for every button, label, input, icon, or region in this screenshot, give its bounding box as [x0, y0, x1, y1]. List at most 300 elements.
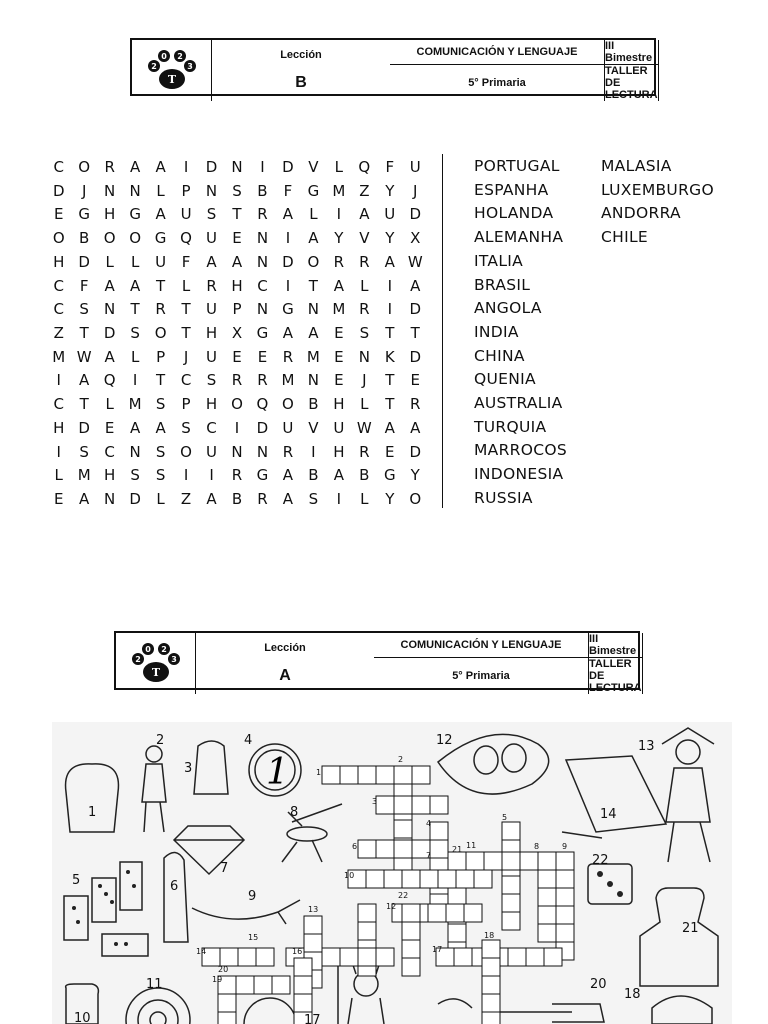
crossword-cell[interactable] — [502, 822, 520, 840]
grid-letter: G — [129, 205, 141, 224]
grid-letter: F — [385, 157, 395, 176]
picture-number: 10 — [74, 1011, 91, 1024]
crossword-cell[interactable] — [484, 852, 502, 870]
svg-text:2: 2 — [134, 654, 141, 664]
grid-letter: B — [257, 181, 268, 200]
svg-text:2: 2 — [150, 61, 157, 71]
grid-letter: A — [359, 205, 370, 224]
crossword-cell[interactable] — [384, 870, 402, 888]
crossword-cell[interactable] — [402, 940, 420, 958]
word-list-item: BRASIL — [474, 275, 531, 294]
grid-letter: Q — [358, 157, 371, 176]
picture-number: 5 — [72, 873, 81, 888]
lesson-header-a — [114, 631, 642, 694]
grid-letter: A — [79, 490, 90, 509]
crossword-cell[interactable] — [430, 840, 448, 858]
word-list-item: CHILE — [601, 228, 648, 247]
crossword-cell[interactable] — [402, 904, 420, 922]
crossword-cell[interactable] — [538, 870, 556, 888]
grid-letter: A — [384, 252, 395, 271]
crossword-cell[interactable] — [474, 870, 492, 888]
grid-letter: T — [130, 300, 140, 319]
word-list-item: AUSTRALIA — [474, 394, 563, 413]
crossword-cell[interactable] — [448, 924, 466, 942]
crossword-cell[interactable] — [394, 796, 412, 814]
crossword-cell[interactable] — [236, 976, 254, 994]
grid-letter: U — [333, 418, 345, 437]
crossword-cell[interactable] — [272, 976, 290, 994]
dartboard-icon — [126, 988, 190, 1024]
picture-number: 12 — [436, 733, 453, 748]
svg-text:T: T — [151, 665, 160, 679]
crossword-cell[interactable] — [538, 888, 556, 906]
crossword-cell[interactable] — [412, 766, 430, 784]
grid-letter: L — [360, 276, 369, 295]
crossword-cell[interactable] — [430, 822, 448, 840]
crossword-clue-number: 19 — [212, 975, 223, 984]
grid-letter: N — [104, 181, 116, 200]
word-list-item: ALEMANHA — [474, 228, 564, 247]
coin-numeral: 1 — [266, 752, 289, 793]
word-list-column-1 — [474, 155, 567, 511]
picture-number: 9 — [248, 889, 257, 904]
grid-letter: Y — [385, 490, 395, 509]
grid-letter: B — [359, 466, 370, 485]
grid-letter: D — [78, 418, 90, 437]
crossword-cell[interactable] — [508, 948, 526, 966]
workshop-cell: TALLER DE LECTURA — [605, 65, 658, 101]
crossword-cell[interactable] — [502, 912, 520, 930]
grid-letter: R — [410, 395, 421, 414]
crossword-cell[interactable] — [520, 852, 538, 870]
finger-icon — [164, 852, 188, 942]
grid-letter: U — [206, 300, 218, 319]
crossword-cell[interactable] — [538, 906, 556, 924]
grid-letter: R — [257, 371, 268, 390]
crossword-clue-number: 1 — [316, 768, 322, 777]
grid-letter: L — [130, 347, 140, 366]
grid-letter: L — [360, 490, 369, 509]
grid-letter: A — [104, 347, 115, 366]
crossword-cell[interactable] — [218, 994, 236, 1012]
crossword-cell[interactable] — [220, 948, 238, 966]
grid-letter: S — [79, 442, 89, 461]
grid-letter: E — [53, 205, 64, 224]
crossword-cell[interactable] — [526, 948, 544, 966]
grid-letter: I — [260, 157, 265, 176]
svg-text:3: 3 — [170, 654, 177, 664]
grid-letter: Y — [334, 229, 344, 248]
grid-letter: O — [307, 252, 320, 271]
sword-icon — [192, 900, 300, 924]
grid-letter: M — [128, 395, 142, 414]
grid-letter: R — [282, 347, 294, 366]
helmet-icon — [652, 996, 712, 1024]
grid-letter: O — [103, 229, 116, 248]
lesson-letter: B — [295, 74, 307, 92]
crossword-cell[interactable] — [502, 894, 520, 912]
crossword-cell[interactable] — [358, 766, 376, 784]
crossword-cell[interactable] — [556, 924, 574, 942]
paw-logo-icon — [142, 46, 202, 96]
crossword-clue-number: 6 — [352, 842, 358, 851]
bread-icon — [66, 764, 119, 832]
grid-letter: A — [333, 276, 344, 295]
grid-letter: Y — [385, 229, 395, 248]
crossword-cell[interactable] — [544, 948, 562, 966]
crossword-clue-number: 3 — [372, 797, 378, 806]
grid-letter: H — [104, 466, 116, 485]
crossword-cell[interactable] — [254, 976, 272, 994]
grid-letter: F — [181, 252, 191, 271]
grid-letter: C — [206, 418, 217, 437]
crossword-cell[interactable] — [464, 904, 482, 922]
crossword-cell[interactable] — [466, 852, 484, 870]
grid-letter: I — [285, 229, 291, 248]
grid-letter: D — [409, 300, 422, 319]
grid-letter: R — [257, 205, 268, 224]
grid-letter: H — [231, 276, 243, 295]
crossword-cell[interactable] — [556, 870, 574, 888]
grid-letter: F — [79, 276, 89, 295]
crossword-clue-number: 12 — [386, 902, 397, 911]
grid-letter: P — [181, 181, 191, 200]
crossword-cell[interactable] — [482, 958, 500, 976]
word-list-item: ANDORRA — [601, 204, 681, 223]
crossword-clue-number: 22 — [398, 891, 409, 900]
word-list-item: ANGOLA — [474, 299, 542, 318]
grid-letter: L — [130, 252, 140, 271]
disc-icon — [438, 999, 472, 1008]
grid-letter: E — [334, 347, 344, 366]
word-search-grid — [46, 155, 428, 511]
grid-letter: J — [362, 371, 367, 390]
word-list-item: ESPANHA — [474, 180, 549, 199]
crossword-clue-number: 5 — [502, 813, 508, 822]
crossword-cell[interactable] — [446, 904, 464, 922]
grid-letter: A — [129, 276, 141, 295]
crossword-cell[interactable] — [412, 796, 430, 814]
grid-letter: A — [384, 418, 395, 437]
grid-letter: T — [308, 276, 318, 295]
picture-crossword — [52, 722, 732, 1024]
grid-letter: A — [155, 418, 166, 437]
grid-letter: R — [206, 276, 217, 295]
grid-letter: Z — [180, 490, 192, 509]
grid-letter: S — [130, 323, 140, 342]
grid-letter: H — [333, 395, 345, 414]
crossword-cell[interactable] — [358, 904, 376, 922]
crossword-cell[interactable] — [358, 922, 376, 940]
grid-letter: V — [359, 229, 370, 248]
crossword-cell[interactable] — [366, 870, 384, 888]
crossword-clue-number: 7 — [426, 851, 432, 860]
grid-letter: A — [282, 466, 294, 485]
grid-letter: O — [52, 229, 65, 248]
grid-letter: U — [206, 347, 218, 366]
word-list-item: PORTUGAL — [474, 157, 560, 175]
grid-letter: R — [155, 300, 166, 319]
grid-letter: H — [205, 323, 218, 342]
subject-cell: COMUNICACIÓN Y LENGUAJE — [390, 40, 605, 65]
grid-letter: W — [407, 252, 423, 271]
grid-letter: M — [332, 300, 346, 319]
grid-letter: Y — [385, 181, 395, 200]
grid-letter: I — [285, 276, 291, 295]
grid-letter: G — [78, 205, 90, 224]
word-list-item: INDIA — [474, 322, 519, 341]
grid-letter: S — [206, 371, 217, 390]
workshop-cell: TALLER DE LECTURA — [589, 658, 642, 694]
crossword-cell[interactable] — [502, 852, 520, 870]
grid-letter: M — [332, 181, 346, 200]
crossword-cell[interactable] — [428, 904, 446, 922]
crossword-clue-number: 16 — [292, 947, 303, 956]
crossword-cell[interactable] — [482, 1012, 500, 1024]
grid-letter: A — [282, 323, 294, 342]
grid-letter: W — [356, 418, 372, 437]
crossword-cell[interactable] — [322, 766, 340, 784]
grid-letter: A — [79, 371, 90, 390]
grid-letter: X — [231, 323, 243, 342]
crossword-cell[interactable] — [454, 948, 472, 966]
yarn-ball-icon — [244, 998, 296, 1024]
grid-letter: D — [256, 418, 269, 437]
grid-letter: P — [156, 347, 166, 366]
grid-letter: A — [308, 229, 319, 248]
grid-letter: A — [206, 252, 217, 271]
crossword-cell[interactable] — [402, 870, 420, 888]
picture-number: 20 — [590, 977, 607, 992]
word-search-divider — [442, 154, 443, 508]
grade-cell: 5° Primaria — [374, 658, 589, 694]
grid-letter: R — [257, 490, 268, 509]
grid-letter: J — [413, 181, 418, 200]
crossword-cell[interactable] — [482, 940, 500, 958]
crossword-cell[interactable] — [448, 888, 466, 906]
apron-icon — [640, 888, 718, 986]
crossword-cell[interactable] — [218, 1012, 236, 1024]
crossword-cell[interactable] — [394, 766, 412, 784]
crossword-cell[interactable] — [456, 870, 474, 888]
svg-text:T: T — [167, 72, 176, 86]
crossword-cell[interactable] — [538, 924, 556, 942]
crossword-cell[interactable] — [420, 870, 438, 888]
grid-letter: B — [231, 490, 243, 509]
picture-number: 8 — [290, 805, 299, 820]
crossword-cell[interactable] — [402, 958, 420, 976]
crossword-clue-number: 17 — [432, 945, 443, 954]
grid-letter: T — [181, 323, 191, 342]
grid-letter: A — [282, 490, 294, 509]
lesson-letter: A — [279, 667, 291, 685]
grid-letter: T — [385, 371, 395, 390]
grid-letter: N — [129, 442, 141, 461]
picture-number: 14 — [600, 807, 617, 822]
grid-letter: A — [155, 157, 166, 176]
grid-letter: O — [180, 442, 192, 461]
svg-text:2: 2 — [160, 644, 167, 654]
crossword-cell[interactable] — [294, 976, 312, 994]
grid-letter: N — [307, 300, 319, 319]
word-list-item: RUSSIA — [474, 488, 533, 507]
crossword-clue-number: 11 — [466, 841, 477, 850]
crossword-clue-number: 2 — [398, 755, 404, 764]
grid-letter: A — [206, 490, 217, 509]
crossword-clue-number: 10 — [344, 871, 355, 880]
grid-letter: N — [104, 300, 116, 319]
grid-letter: N — [358, 347, 370, 366]
grid-letter: Z — [359, 181, 370, 200]
picture-number: 6 — [170, 879, 179, 894]
grid-letter: H — [53, 252, 65, 271]
crossword-cell[interactable] — [402, 922, 420, 940]
grid-letter: O — [78, 157, 91, 176]
grid-letter: S — [308, 490, 319, 509]
lesson-cell — [212, 40, 390, 101]
grid-letter: A — [410, 276, 421, 295]
grid-letter: R — [231, 466, 243, 485]
grid-letter: I — [183, 157, 189, 176]
crossword-clue-number: 8 — [534, 842, 540, 851]
crossword-cell[interactable] — [502, 876, 520, 894]
crossword-cell[interactable] — [482, 994, 500, 1012]
grid-letter: F — [283, 181, 293, 200]
grid-letter: O — [231, 395, 243, 414]
grid-letter: L — [181, 276, 191, 295]
crossword-cell[interactable] — [556, 906, 574, 924]
grid-letter: L — [105, 395, 114, 414]
grid-letter: S — [155, 442, 166, 461]
crossword-cell[interactable] — [556, 888, 574, 906]
crossword-cell[interactable] — [238, 948, 256, 966]
grid-letter: L — [360, 395, 369, 414]
picture-number: 7 — [220, 861, 229, 876]
crossword-cell[interactable] — [448, 852, 466, 870]
grid-letter: L — [309, 205, 318, 224]
crossword-cell[interactable] — [482, 976, 500, 994]
school-logo — [132, 40, 212, 101]
grid-letter: D — [129, 490, 141, 509]
grid-letter: S — [206, 205, 217, 224]
period-cell: III Bimestre — [605, 40, 659, 65]
crossword-cell[interactable] — [340, 766, 358, 784]
grid-letter: I — [311, 442, 316, 461]
grid-letter: K — [384, 347, 395, 366]
crossword-cell[interactable] — [430, 796, 448, 814]
grid-letter: N — [256, 300, 269, 319]
crossword-cell[interactable] — [376, 766, 394, 784]
grid-letter: J — [183, 347, 189, 366]
grid-letter: Y — [410, 466, 420, 485]
word-list-item: MARROCOS — [474, 441, 567, 460]
crossword-cell[interactable] — [556, 852, 574, 870]
grid-letter: R — [231, 371, 243, 390]
crossword-cell[interactable] — [322, 948, 340, 966]
grid-letter: T — [79, 323, 89, 342]
grid-letter: I — [234, 418, 240, 437]
grid-letter: R — [359, 252, 370, 271]
grid-letter: N — [256, 442, 269, 461]
grid-letter: I — [56, 442, 61, 461]
grid-letter: M — [306, 347, 320, 366]
grid-letter: A — [282, 205, 294, 224]
grid-letter: V — [308, 418, 319, 437]
grid-letter: U — [206, 229, 218, 248]
crossword-cell[interactable] — [358, 840, 376, 858]
grid-letter: T — [156, 276, 166, 295]
crossword-cell[interactable] — [304, 916, 322, 934]
grid-letter: D — [103, 323, 116, 342]
grid-letter: J — [81, 181, 87, 200]
grid-letter: A — [129, 418, 141, 437]
grid-letter: I — [183, 466, 189, 485]
word-list-item: LUXEMBURGO — [601, 180, 714, 199]
lesson-cell — [196, 633, 374, 694]
crossword-cell[interactable] — [256, 948, 274, 966]
crossword-cell[interactable] — [340, 948, 358, 966]
crossword-cell[interactable] — [438, 870, 456, 888]
grid-letter: P — [232, 300, 242, 319]
crossword-cell[interactable] — [376, 948, 394, 966]
svg-text:0: 0 — [144, 644, 151, 654]
crossword-cell[interactable] — [358, 948, 376, 966]
picture-number: 4 — [244, 733, 253, 748]
grid-letter: C — [53, 276, 64, 295]
grid-letter: M — [52, 347, 66, 366]
boy-icon — [142, 746, 166, 832]
crossword-cell[interactable] — [376, 840, 394, 858]
grid-letter: T — [79, 395, 89, 414]
grid-letter: T — [181, 300, 191, 319]
crossword-cell[interactable] — [394, 840, 412, 858]
crossword-cell[interactable] — [294, 994, 312, 1012]
crossword-clue-number: 20 — [218, 965, 229, 974]
crossword-cell[interactable] — [304, 934, 322, 952]
grid-letter: Q — [180, 229, 192, 248]
crossword-clue-number: 9 — [562, 842, 568, 851]
grid-letter: A — [155, 205, 166, 224]
crossword-clue-number: 14 — [196, 947, 207, 956]
grid-letter: E — [410, 371, 420, 390]
crossword-cell[interactable] — [538, 852, 556, 870]
grid-letter: O — [129, 229, 142, 248]
svg-text:0: 0 — [160, 51, 167, 61]
grid-letter: I — [132, 371, 138, 390]
grid-letter: R — [333, 252, 345, 271]
grid-letter: A — [104, 276, 115, 295]
grid-letter: S — [79, 300, 89, 319]
lesson-header-b — [130, 38, 658, 101]
grid-letter: U — [282, 418, 294, 437]
grid-letter: S — [232, 181, 242, 200]
thimble-icon — [194, 741, 228, 794]
word-list-item: TURQUIA — [474, 417, 547, 436]
picture-number: 2 — [156, 733, 165, 748]
grid-letter: D — [409, 347, 422, 366]
crossword-cell[interactable] — [394, 820, 412, 838]
grade-cell: 5° Primaria — [390, 65, 605, 101]
crossword-cell[interactable] — [376, 796, 394, 814]
grid-letter: T — [385, 323, 395, 342]
picture-number: 21 — [682, 921, 699, 936]
school-logo — [116, 633, 196, 694]
grid-letter: U — [155, 252, 167, 271]
crossword-cell[interactable] — [294, 958, 312, 976]
grid-letter: C — [53, 300, 64, 319]
grid-letter: W — [76, 347, 92, 366]
grid-letter: H — [53, 418, 65, 437]
